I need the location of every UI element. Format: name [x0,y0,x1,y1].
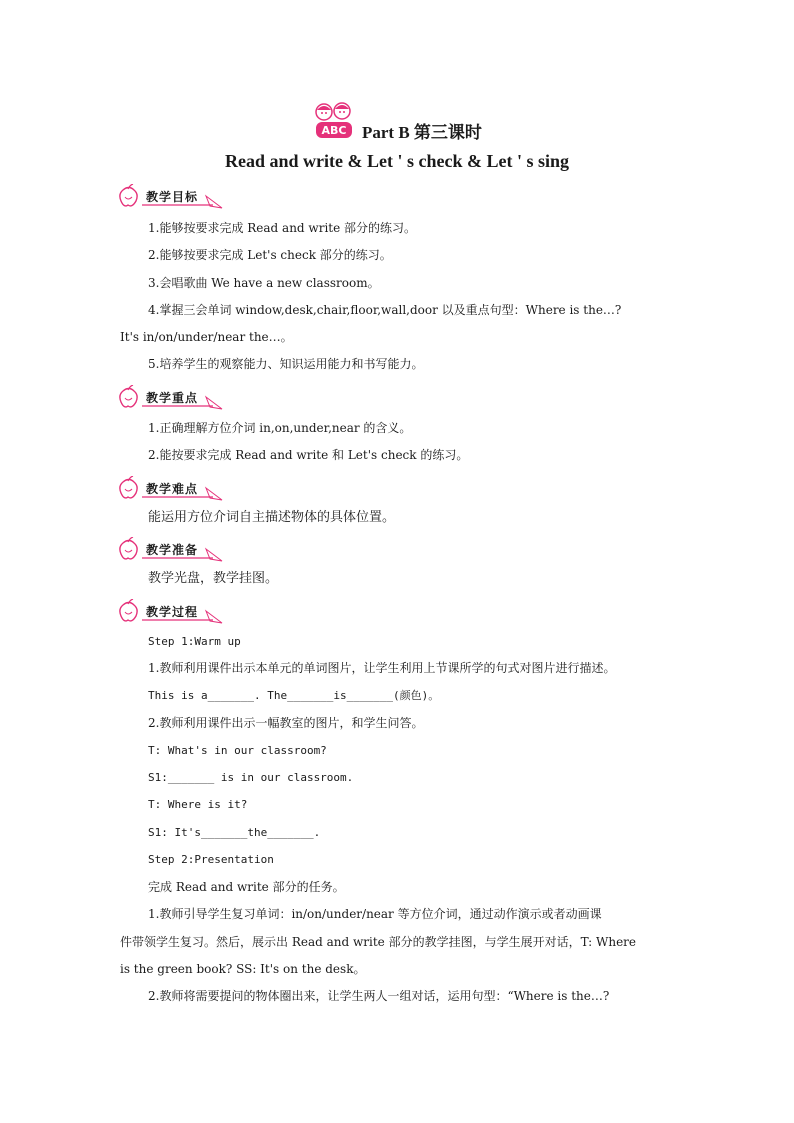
section-difficulties-header [118,476,238,502]
section-preparation-header [118,537,238,563]
process-step-1: Step 1:Warm up [148,635,241,648]
logo-text: ABC [321,124,347,137]
process-line-5: S1:_______ is in our classroom. [148,771,354,784]
section-objectives-header [118,184,238,210]
section-key-points-header [118,385,238,411]
section-preparation-title: 教学准备 [146,543,199,557]
process-line-8: 完成 Read and write 部分的任务。 [148,880,345,894]
process-line-4: T: What's in our classroom? [148,744,327,757]
section-key-points-title: 教学重点 [146,391,199,405]
process-line-11: is the green book? SS: It's on the desk。 [120,962,366,976]
process-line-1: 1.教师利用课件出示本单元的单词图片，让学生利用上节课所学的句式对图片进行描述。 [148,661,616,675]
lesson-subtitle: Read and write & Let ' s check & Let ' s sing [225,151,569,171]
process-line-2: This is a_______. The_______is_______(颜色)。 [148,689,440,702]
process-line-9: 1.教师引导学生复习单词：in/on/under/near 等方位介词，通过动作演示或者动画课 [148,907,602,921]
key-point-2: 2.能按要求完成 Read and write 和 Let's check 的练习。 [148,448,469,462]
lesson-title: Part B 第三课时 [362,123,482,142]
process-line-12: 2.教师将需要提问的物体圈出来，让学生两人一组对话，运用句型：“Where is the…? [148,989,610,1003]
preparation-1: 教学光盘，教学挂图。 [148,571,279,586]
objective-3: 3.会唱歌曲 We have a new classroom。 [148,276,380,290]
process-line-7: S1: It's_______the_______. [148,826,321,839]
objective-1: 1.能够按要求完成 Read and write 部分的练习。 [148,221,417,235]
key-point-1: 1.正确理解方位介词 in,on,under,near 的含义。 [148,421,412,435]
section-objectives-title: 教学目标 [146,190,199,204]
section-difficulties-title: 教学难点 [146,482,199,496]
objective-2: 2.能够按要求完成 Let's check 部分的练习。 [148,248,392,262]
section-process-title: 教学过程 [146,605,199,619]
difficulty-1: 能运用方位介词自主描述物体的具体位置。 [148,510,396,525]
process-step-2: Step 2:Presentation [148,853,274,866]
objective-4-cont: It's in/on/under/near the…。 [120,330,293,344]
objective-4: 4.掌握三会单词 window,desk,chair,floor,wall,door 以及重点句型：Where is the…? [148,303,622,317]
abc-kids-logo [312,100,356,142]
objective-5: 5.培养学生的观察能力、知识运用能力和书写能力。 [148,357,424,371]
section-process-header [118,599,238,625]
process-line-10: 件带领学生复习。然后，展示出 Read and write 部分的教学挂图，与学生展开对话，T: Where [120,935,637,949]
process-line-6: T: Where is it? [148,798,248,811]
process-line-3: 2.教师利用课件出示一幅教室的图片，和学生问答。 [148,716,424,730]
